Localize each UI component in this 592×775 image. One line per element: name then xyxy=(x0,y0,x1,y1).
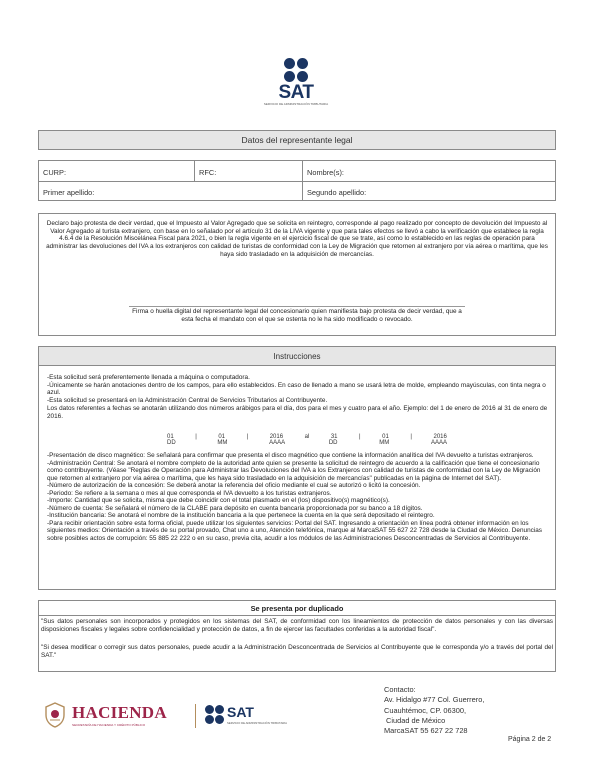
date-aaaa-label: AAAA xyxy=(269,440,286,446)
instructions-details xyxy=(47,452,549,542)
sat-logo xyxy=(250,58,342,108)
signature-line xyxy=(129,306,465,307)
contact-phone: MarcaSAT 55 627 22 728 xyxy=(384,726,468,736)
shield-emblem-icon xyxy=(44,702,66,728)
date-example xyxy=(167,434,447,446)
instructions-box xyxy=(38,366,556,590)
instruction-line: -Para recibir orientación sobre esta forma oficial, puede utilizar los siguientes servicios: Portal del SAT. Ingresando a orientación en línea podrá obtener información en los siguientes medios: Orientación a través de su portal provado, Chat uno a uno, Atención telefónica, marque al MarcaSAT 55 627 22 728 desde la Ciudad de México. Denuncias sobre posibles actos de corrupción: 55 885 22 222 o en su caso, previa cita, acudir a los módulos de las Administraciones Desconcentradas de Servicios al Contribuyente. xyxy=(47,519,542,542)
date-aaaa-label: AAAA xyxy=(430,440,447,446)
nombre-label: Nombre(s): xyxy=(307,168,344,177)
footer-sat-logo xyxy=(205,704,315,730)
declaration-text: Declaro bajo protesta de decir verdad, que el Impuesto al Valor Agregado que se solicita en reintegro, corresponde al pago realizado por concepto de devolución del Impuesto al Valor Agregado al turista extranjero, con base en lo señalado por el artículo 31 de la LIVA vigente y que para tales efectos se llevó a cabo la verificación que establece la regla 4.6.4 de la Resolución Miscelánea Fiscal para 2021, o bien la regla vigente en el ejercicio fiscal de que se trate, así como lo establecido en las reglas de operación para administrar las devoluciones del IVA a los extranjeros con calidad de turistas de conformidad con la Ley de Migración que retornen al extranjero por vía aérea o marítima, que les haya sido trasladado en la adquisición de mercancías. xyxy=(46,220,548,258)
contact-block xyxy=(384,685,484,736)
duplicate-paragraph-2: "Si desea modificar o corregir sus datos personales, puede acudir a la Administración Desconcentrada de Servicios al Contribuyente que le corresponda y/o a través del portal del SAT." xyxy=(41,644,553,659)
footer-divider xyxy=(195,704,196,728)
page-number: Página 2 de 2 xyxy=(508,736,552,743)
footer-sat-text: SAT xyxy=(227,704,254,720)
primer-apellido-label: Primer apellido: xyxy=(43,188,95,197)
date-spacer xyxy=(304,440,310,446)
date-mm-label: MM xyxy=(379,440,390,446)
instruction-line: -Institución bancaria: Se anotará el nombre de la institución bancaria a la que pertenece la cuenta en la que será depositado el reintegro. xyxy=(47,512,435,519)
instruction-line: -Administración Central: Se anotará el nombre completo de la autoridad ante quien se presente la solicitud de reintegro de acuerdo a la calificación que tiene el concesionario como contribuyente. (Véase "Reglas de Operación para Administrar las Devoluciones del IVA a los Extranjeros con calidad de turistas de conformidad con la Ley de Migración que retornen al extranjero por vía aérea o marítima, que les haya sido trasladado en la adquisición de mercancías" publicadas en la página de Internet del SAT). xyxy=(47,459,541,482)
date-sep: | xyxy=(410,434,412,440)
date-mm-label: MM xyxy=(217,440,228,446)
instruction-line: -Esta solicitud será preferentemente llenada a máquina o computadora. xyxy=(47,374,250,381)
date-spacer xyxy=(195,440,199,446)
representative-section-title: Datos del representante legal xyxy=(38,130,556,150)
instruction-line: -Número de cuenta: Se señalará el número de la CLABE para depósito en cuenta bancaria proporcionada por su banco a 18 dígitos. xyxy=(47,504,423,512)
sat-logo-text: SAT xyxy=(278,82,314,103)
contact-state: Ciudad de México xyxy=(384,715,446,725)
instruction-line: -Periodo: Se refiere a la semana o mes al que corresponda el IVA devuelto a los turistas extranjeros. xyxy=(47,489,332,497)
instruction-line: -Presentación de disco magnético: Se señalará para confirmar que presenta el disco magnético que contiene la información analítica del IVA devuelto a turistas extranjeros. xyxy=(47,452,534,459)
hacienda-logo xyxy=(44,702,204,730)
representative-fields-table xyxy=(38,160,556,201)
date-dd-label: DD xyxy=(167,440,176,446)
contact-heading: Contacto: xyxy=(384,685,416,694)
instructions-title: Instrucciones xyxy=(38,346,556,366)
date-dd-label: DD xyxy=(328,440,338,446)
rfc-label: RFC: xyxy=(199,168,217,177)
footer-sat-subtitle: SERVICIO DE ADMINISTRACIÓN TRIBUTARIA xyxy=(227,721,287,725)
date-day-start: 01 xyxy=(167,434,174,440)
instructions-intro xyxy=(47,374,549,420)
instruction-line: Los datos referentes a fechas se anotarán utilizando dos números arábigos para el día, dos para el mes y cuatro para el año. Ejemplo: del 1 de enero de 2016 al 31 de enero de 2016. xyxy=(47,404,548,420)
date-sep: | xyxy=(246,434,249,440)
signature-text: Firma o huella digital del representante legal del concesionario quien manifiesta bajo protesta de decir verdad, que a esta fecha el mandato con el que se ostenta no le ha sido modificado o revocado. xyxy=(132,308,462,323)
instruction-line: -Número de autorización de la concesión: Se deberá anotar la referencia del oficio mediante el cual se autorizó o licitó la concesión. xyxy=(47,482,421,489)
duplicate-title: Se presenta por duplicado xyxy=(250,604,344,613)
date-al: al xyxy=(304,434,310,440)
contact-city: Cuauhtémoc, CP. 06300, xyxy=(384,705,467,715)
instruction-line: -Importe: Cantidad que se solicita, misma que debe coincidir con el total plasmado en el (los) dispositivo(s) magnético(s). xyxy=(47,497,390,504)
curp-label: CURP: xyxy=(43,168,66,177)
date-month-end: 01 xyxy=(382,434,389,440)
date-year-end: 2016 xyxy=(433,434,447,440)
date-sep: | xyxy=(195,434,197,440)
date-spacer xyxy=(356,440,360,446)
sat-logo-subtitle: SERVICIO DE ADMINISTRACIÓN TRIBUTARIA xyxy=(263,102,329,106)
instruction-line: -Únicamente se harán anotaciones dentro de los campos, para ello establecidos. En caso de llenado a mano se usará letra de molde, empleando mayúsculas, con tinta negra o azul. xyxy=(47,381,546,397)
segundo-apellido-label: Segundo apellido: xyxy=(307,188,367,197)
date-month-start: 01 xyxy=(218,434,226,440)
date-sep: | xyxy=(359,434,361,440)
contact-address: Av. Hidalgo #77 Col. Guerrero, xyxy=(384,695,485,705)
declaration-box xyxy=(38,213,556,336)
date-year-start: 2016 xyxy=(269,434,284,440)
duplicate-box xyxy=(38,600,556,672)
duplicate-paragraph-1: "Sus datos personales son incorporados y protegidos en los sistemas del SAT, de conformidad con los lineamientos de protección de datos personales y con las diversas disposiciones fiscales y legales sobre confidencialidad y protección de datos, a fin de ejercer las facultades conferidas a la autoridad fiscal". xyxy=(41,618,553,633)
hacienda-subtitle: SECRETARÍA DE HACIENDA Y CRÉDITO PÚBLICO xyxy=(72,723,146,727)
date-spacer xyxy=(408,440,412,446)
instruction-line: -Esta solicitud se presentará en la Administración Central de Servicios Tributarios al Contribuyente. xyxy=(47,397,328,405)
date-spacer xyxy=(246,440,250,446)
hacienda-wordmark: HACIENDA xyxy=(72,703,167,722)
date-day-end: 31 xyxy=(330,434,338,440)
